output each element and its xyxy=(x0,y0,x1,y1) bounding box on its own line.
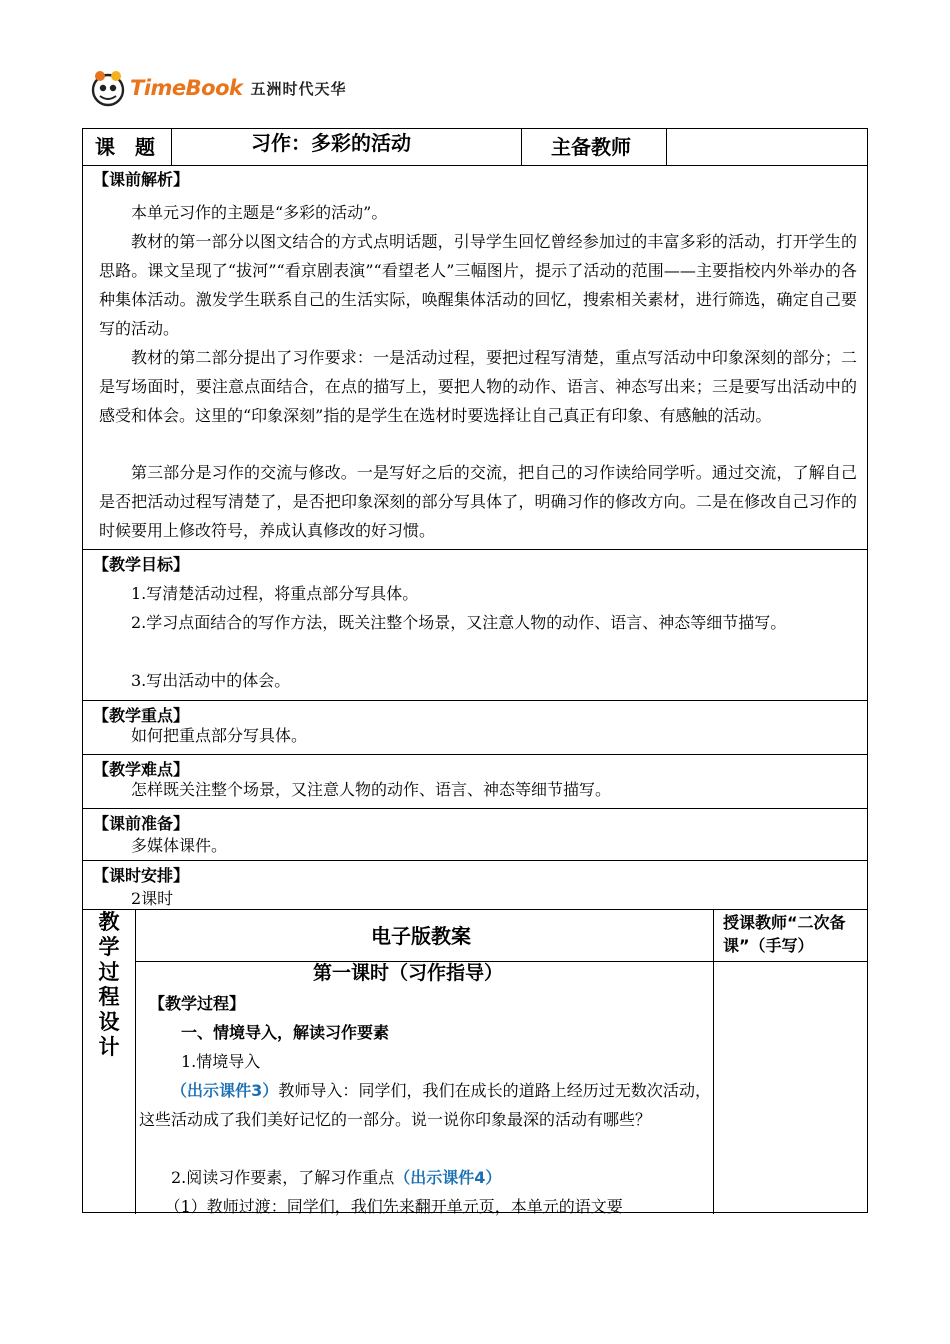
courseware-3-tag: （出示课件3） xyxy=(171,1081,279,1100)
schedule-text: 2课时 xyxy=(131,889,174,908)
goal-item: 3.写出活动中的体会。 xyxy=(131,671,291,690)
lesson-plan-table xyxy=(82,128,868,1216)
brand-logo xyxy=(88,68,347,108)
key-point-text: 如何把重点部分写具体。 xyxy=(131,726,308,745)
analysis-heading: 【课前解析】 xyxy=(93,170,190,189)
step-2: 2.阅读习作要素，了解习作重点（出示课件4） xyxy=(171,1168,502,1187)
schedule-heading: 【课时安排】 xyxy=(93,866,190,885)
preparation-text: 多媒体课件。 xyxy=(131,836,228,855)
difficulty-heading: 【教学难点】 xyxy=(93,760,190,779)
goal-item: 2.学习点面结合的写作方法，既关注整个场景，又注意人物的动作、语言、神态等细节描写。 xyxy=(131,613,787,632)
process-side-label: 教 学 过 程 设 计 xyxy=(98,910,120,1059)
step-1: 1.情境导入 xyxy=(181,1052,261,1071)
preparation-heading: 【课前准备】 xyxy=(93,814,190,833)
brand-name: TimeBook xyxy=(130,76,243,100)
brand-name-cn: 五洲时代天华 xyxy=(250,79,347,98)
analysis-paragraph: 本单元习作的主题是“多彩的活动”。 xyxy=(131,203,388,222)
analysis-paragraph: 教材的第二部分提出了习作要求：一是活动过程，要把过程写清楚，重点写活动中印象深刻的部分；二是写场面时，要注意点面结合，在点的描写上，要把人物的动作、语言、神态写出来；三是要写出活动中的感受和体会。这里的“印象深刻”指的是学生在选材时要选择让自己真正有印象、有感触的活动。 xyxy=(99,348,857,425)
col-notes-header: 授课教师“二次备课”（手写） xyxy=(723,913,846,955)
analysis-paragraph: 教材的第一部分以图文结合的方式点明话题，引导学生回忆曾经参加过的丰富多彩的活动，打开学生的思路。课文呈现了“拔河”“看京剧表演”“看望老人”三幅图片，提示了活动的范围——主要指校内外举办的各种集体活动。激发学生联系自己的生活实际，唤醒集体活动的回忆，搜索相关素材，进行筛选，确定自己要写的活动。 xyxy=(99,232,857,338)
timebook-mascot-icon xyxy=(88,68,128,108)
col-main-header: 电子版教案 xyxy=(371,924,471,948)
topic-label: 课 题 xyxy=(95,135,155,159)
step-2-text: （1）教师过渡：同学们，我们先来翻开单元页，本单元的语文要 xyxy=(164,1197,623,1216)
process-heading: 【教学过程】 xyxy=(149,994,246,1013)
goal-item: 1.写清楚活动过程，将重点部分写具体。 xyxy=(131,584,419,603)
lesson-title: 第一课时（习作指导） xyxy=(313,962,504,984)
step-1-text: （出示课件3）教师导入：同学们，我们在成长的道路上经历过无数次活动，这些活动成了我们美好记忆的一部分。说一说你印象最深的活动有哪些？ xyxy=(139,1081,711,1129)
section-heading: 一、情境导入，解读习作要素 xyxy=(181,1023,390,1042)
key-point-heading: 【教学重点】 xyxy=(93,706,190,725)
analysis-paragraph: 第三部分是习作的交流与修改。一是写好之后的交流，把自己的习作读给同学听。通过交流，了解自己是否把活动过程写清楚了，是否把印象深刻的部分写具体了，明确习作的修改方向。二是在修改自己习作的时候要用上修改符号，养成认真修改的好习惯。 xyxy=(99,463,857,540)
topic-value: 习作：多彩的活动 xyxy=(251,131,411,155)
goals-heading: 【教学目标】 xyxy=(93,555,190,574)
teacher-label: 主备教师 xyxy=(551,135,631,159)
courseware-4-tag: （出示课件4） xyxy=(394,1168,502,1187)
difficulty-text: 怎样既关注整个场景，又注意人物的动作、语言、神态等细节描写。 xyxy=(131,780,612,799)
